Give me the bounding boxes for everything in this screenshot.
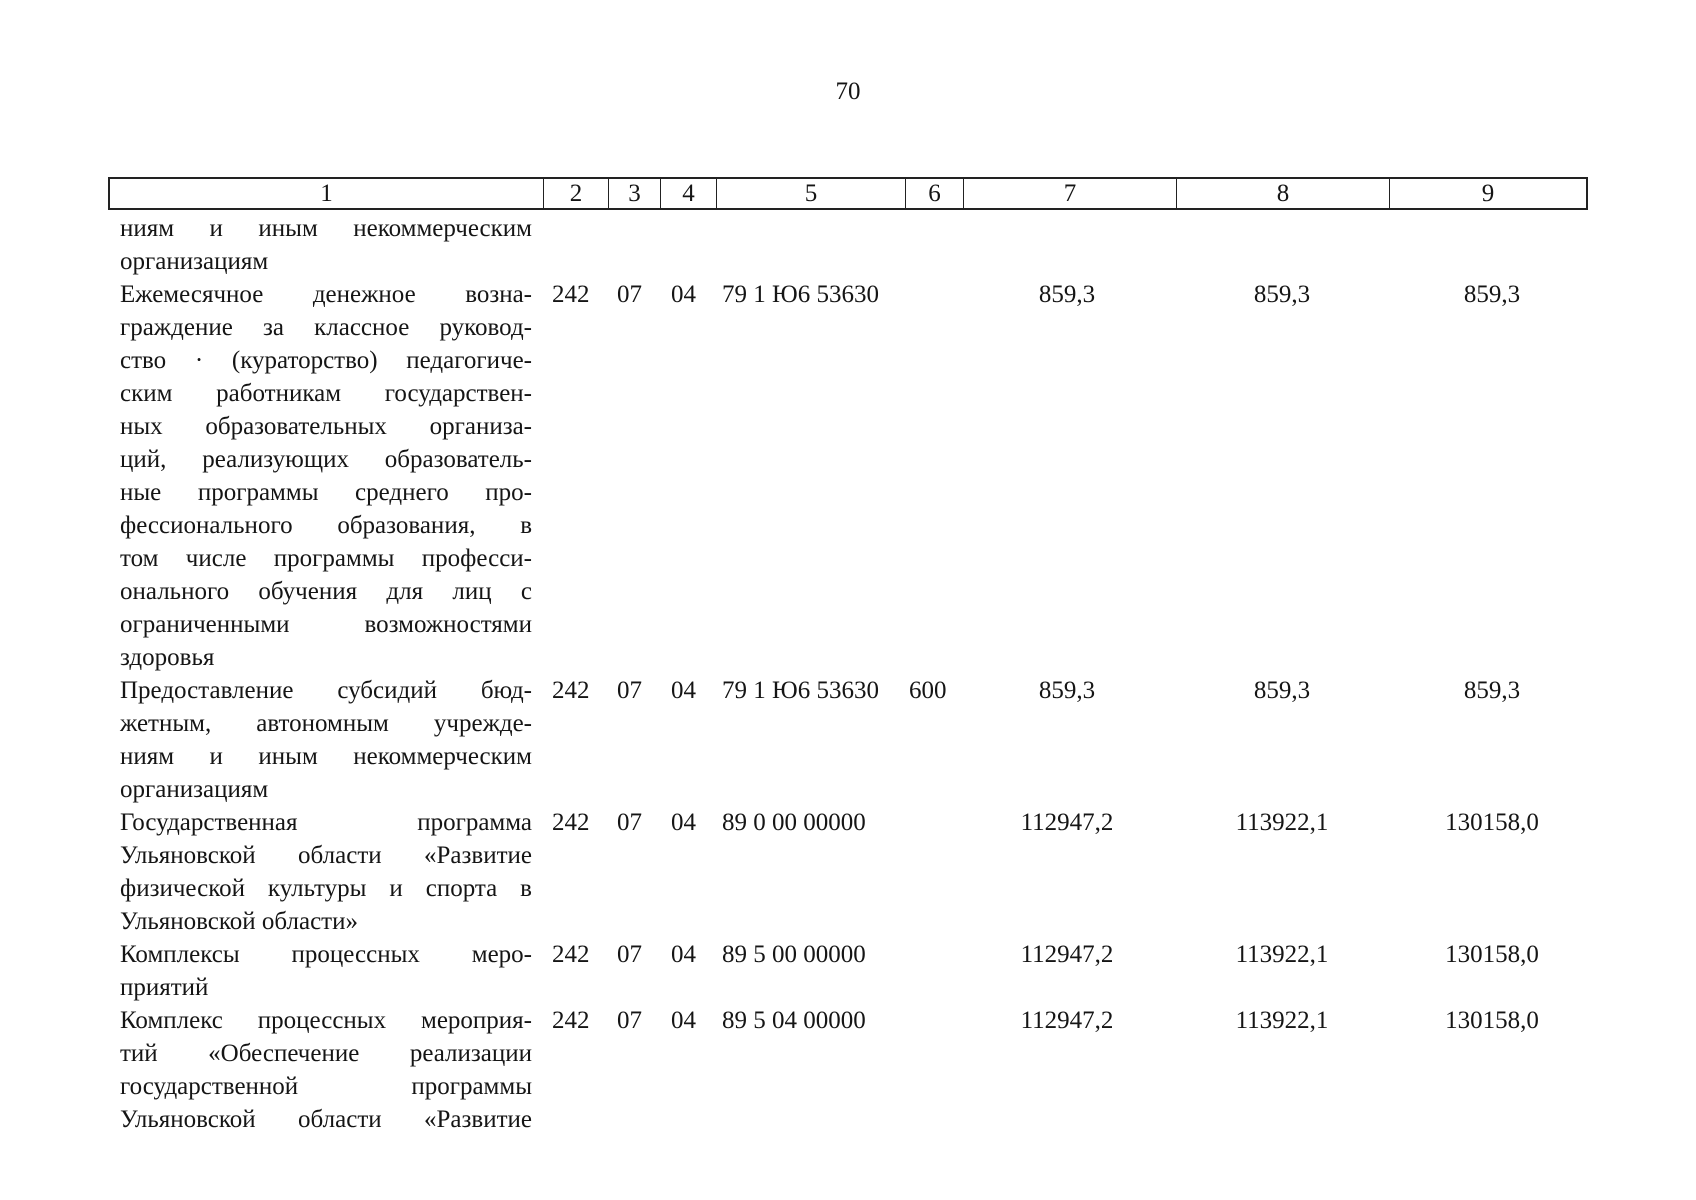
target-article-code: 89 5 00 00000	[722, 941, 866, 968]
row-description	[120, 212, 532, 278]
description-line: Государственная программа	[120, 809, 532, 836]
description-line: Комплексы процессных меро-	[120, 941, 532, 968]
row-description	[120, 674, 532, 806]
description-line: фессионального образования, в	[120, 512, 532, 539]
description-line: ций, реализующих образователь-	[120, 446, 532, 473]
description-line: ограниченными возможностями	[120, 611, 532, 638]
description-line: Комплекс процессных мероприя-	[120, 1007, 532, 1034]
amount-col-8: 113922,1	[1235, 809, 1329, 836]
amount-col-9: 130158,0	[1445, 809, 1539, 836]
description-line: ство · (кураторство) педагогиче-	[120, 347, 532, 374]
amount-col-9: 859,3	[1463, 677, 1521, 704]
description-line: жетным, автономным учрежде-	[120, 710, 532, 737]
description-line: ные программы среднего про-	[120, 479, 532, 506]
table-row	[0, 212, 1696, 278]
description-line: ниям и иным некоммерческим	[120, 215, 532, 242]
description-line: приятий	[120, 974, 209, 1001]
description-line: граждение за классное руковод-	[120, 314, 532, 341]
description-line: Ульяновской области «Развитие	[120, 842, 532, 869]
description-line: организациям	[120, 248, 269, 275]
subsection-code: 04	[671, 941, 696, 968]
table-header-cell: 3	[608, 179, 660, 208]
description-line: ским работникам государствен-	[120, 380, 532, 407]
table-header-cell: 9	[1389, 179, 1586, 208]
description-line: организациям	[120, 776, 269, 803]
description-line: тий «Обеспечение реализации	[120, 1040, 532, 1067]
amount-col-7: 859,3	[1038, 281, 1096, 308]
amount-col-9: 859,3	[1463, 281, 1521, 308]
target-article-code: 79 1 Ю6 53630	[722, 281, 879, 308]
table-header-cell: 6	[905, 179, 963, 208]
description-line: том числе программы професси-	[120, 545, 532, 572]
budget-admin-code: 242	[552, 677, 590, 704]
table-row	[0, 674, 1696, 806]
amount-col-8: 113922,1	[1235, 941, 1329, 968]
description-line: физической культуры и спорта в	[120, 875, 532, 902]
section-code: 07	[617, 677, 642, 704]
budget-admin-code: 242	[552, 281, 590, 308]
amount-col-8: 859,3	[1253, 677, 1311, 704]
row-description	[120, 278, 532, 674]
subsection-code: 04	[671, 1007, 696, 1034]
table-body	[0, 212, 1696, 1136]
budget-admin-code: 242	[552, 809, 590, 836]
table-header-row	[108, 177, 1588, 210]
row-description	[120, 938, 532, 1004]
description-line: Ульяновской области»	[120, 908, 358, 935]
table-header-cell: 2	[543, 179, 608, 208]
subsection-code: 04	[671, 677, 696, 704]
subsection-code: 04	[671, 281, 696, 308]
section-code: 07	[617, 809, 642, 836]
amount-col-9: 130158,0	[1445, 941, 1539, 968]
table-row	[0, 938, 1696, 1004]
table-header-cell: 8	[1176, 179, 1389, 208]
amount-col-7: 112947,2	[1020, 1007, 1114, 1034]
description-line: государственной программы	[120, 1073, 532, 1100]
amount-col-8: 859,3	[1253, 281, 1311, 308]
table-header-cell: 5	[716, 179, 905, 208]
section-code: 07	[617, 941, 642, 968]
description-line: здоровья	[120, 644, 215, 671]
description-line: Ежемесячное денежное возна-	[120, 281, 532, 308]
description-line: онального обучения для лиц с	[120, 578, 532, 605]
table-header-cell: 4	[660, 179, 716, 208]
expense-type-code: 600	[909, 677, 947, 704]
table-row	[0, 1004, 1696, 1136]
target-article-code: 89 0 00 00000	[722, 809, 866, 836]
target-article-code: 89 5 04 00000	[722, 1007, 866, 1034]
table-header-cell: 7	[963, 179, 1176, 208]
subsection-code: 04	[671, 809, 696, 836]
page-number: 70	[835, 78, 861, 105]
description-line: ных образовательных организа-	[120, 413, 532, 440]
target-article-code: 79 1 Ю6 53630	[722, 677, 879, 704]
amount-col-7: 112947,2	[1020, 941, 1114, 968]
table-row	[0, 806, 1696, 938]
amount-col-8: 113922,1	[1235, 1007, 1329, 1034]
description-line: Предоставление субсидий бюд-	[120, 677, 532, 704]
description-line: Ульяновской области «Развитие	[120, 1106, 532, 1133]
budget-admin-code: 242	[552, 941, 590, 968]
description-line: ниям и иным некоммерческим	[120, 743, 532, 770]
section-code: 07	[617, 1007, 642, 1034]
amount-col-7: 859,3	[1038, 677, 1096, 704]
amount-col-7: 112947,2	[1020, 809, 1114, 836]
row-description	[120, 1004, 532, 1136]
amount-col-9: 130158,0	[1445, 1007, 1539, 1034]
row-description	[120, 806, 532, 938]
table-header-cell: 1	[320, 180, 333, 207]
table-row	[0, 278, 1696, 674]
budget-admin-code: 242	[552, 1007, 590, 1034]
section-code: 07	[617, 281, 642, 308]
